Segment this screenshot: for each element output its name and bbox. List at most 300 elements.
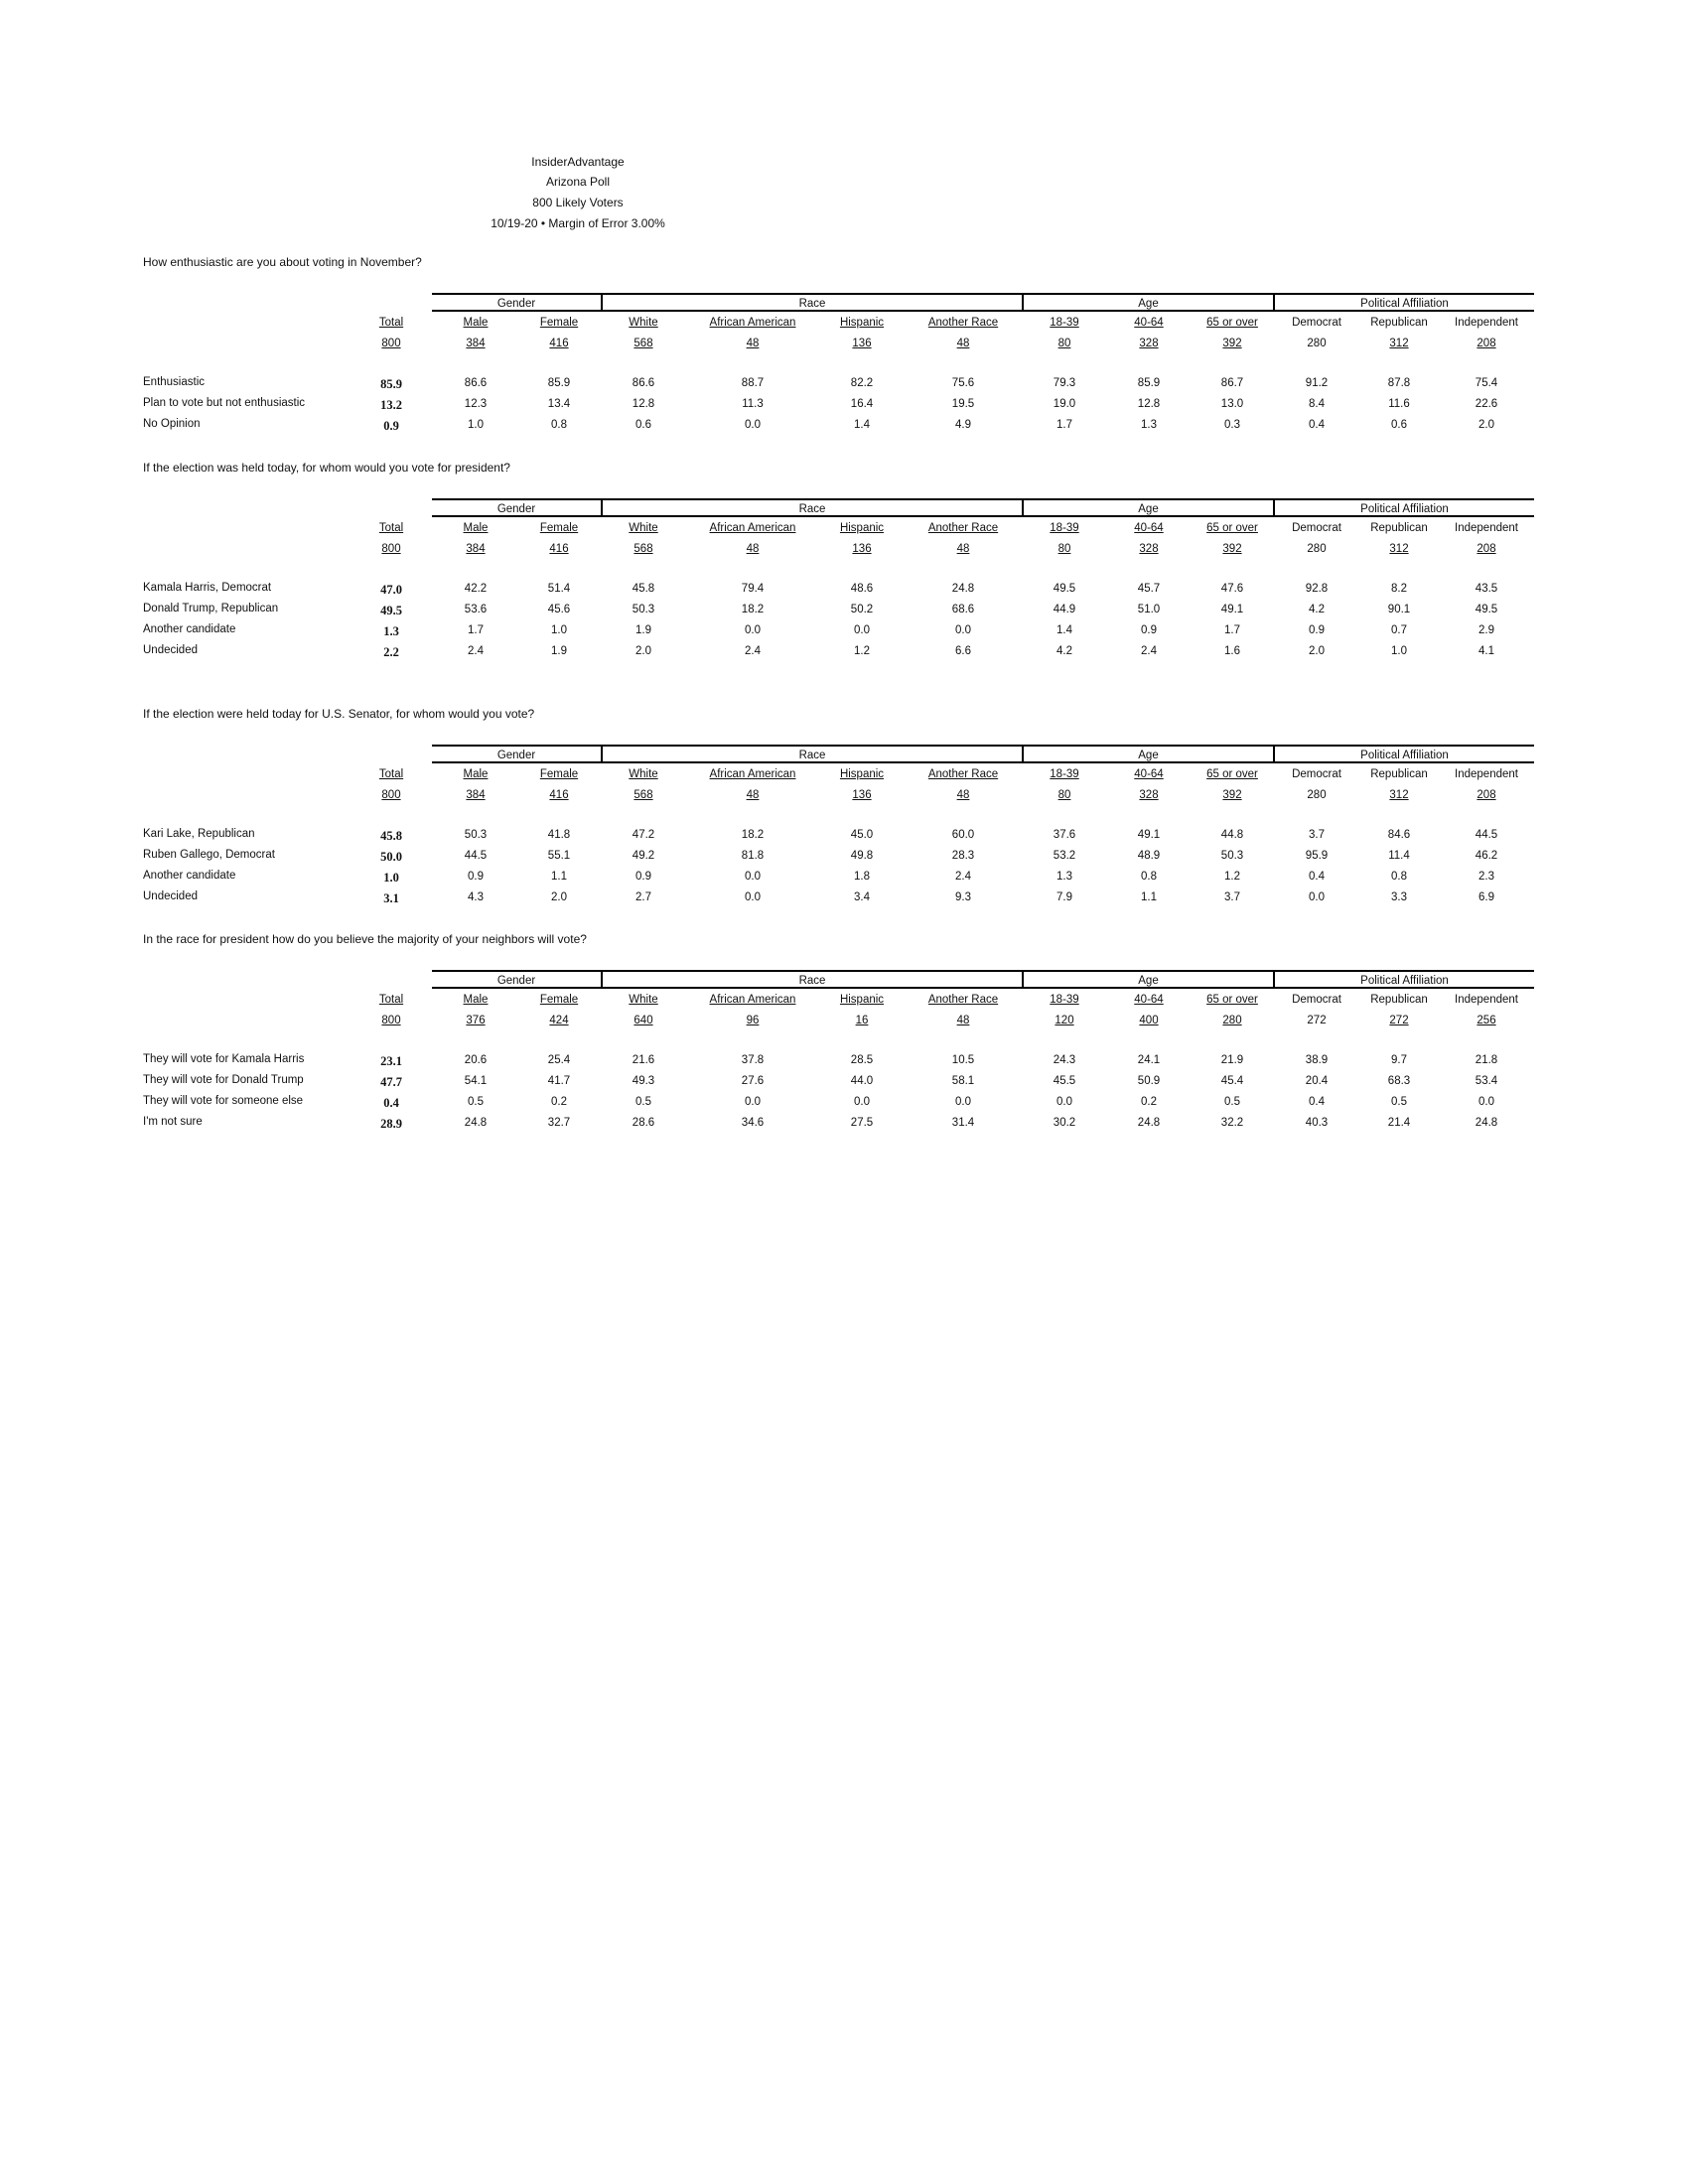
cell-value: 24.1 bbox=[1137, 1054, 1161, 1066]
cell-value: 0.9 bbox=[468, 871, 484, 883]
cell-value: 27.6 bbox=[741, 1075, 765, 1087]
cell-value: 81.8 bbox=[741, 850, 765, 862]
column-header-male: Male bbox=[463, 994, 489, 1006]
column-header-white: White bbox=[629, 768, 658, 780]
column-header-65-or-over: 65 or over bbox=[1206, 522, 1258, 534]
sample-size-republican: 312 bbox=[1389, 543, 1409, 555]
cell-value: 0.4 bbox=[1309, 871, 1325, 883]
cell-value: 0.8 bbox=[1391, 871, 1407, 883]
column-header-18-39: 18-39 bbox=[1050, 317, 1079, 329]
cell-value: 48.6 bbox=[850, 583, 874, 595]
sample-size-female: 416 bbox=[549, 543, 569, 555]
cell-value: 75.4 bbox=[1475, 377, 1498, 389]
cell-value: 3.7 bbox=[1224, 891, 1240, 903]
cell-value: 50.9 bbox=[1137, 1075, 1161, 1087]
cell-value: 24.8 bbox=[1475, 1117, 1498, 1129]
cell-value: 45.4 bbox=[1220, 1075, 1244, 1087]
sample-size-18-39: 120 bbox=[1055, 1015, 1074, 1026]
cell-value: 50.2 bbox=[850, 604, 874, 615]
column-header-40-64: 40-64 bbox=[1134, 768, 1164, 780]
cell-value: 50.3 bbox=[464, 829, 488, 841]
cell-value: 32.2 bbox=[1220, 1117, 1244, 1129]
cell-value: 1.0 bbox=[468, 419, 484, 431]
cell-value: 49.2 bbox=[632, 850, 655, 862]
cell-value: 11.3 bbox=[742, 398, 764, 410]
sample-size-democrat: 280 bbox=[1307, 789, 1327, 801]
column-header-another-race: Another Race bbox=[927, 994, 999, 1006]
column-header-african-american: African American bbox=[709, 768, 796, 780]
cell-value: 27.5 bbox=[850, 1117, 874, 1129]
cell-value: 0.6 bbox=[1391, 419, 1407, 431]
column-header-female: Female bbox=[539, 768, 579, 780]
row-label: Undecided bbox=[143, 890, 198, 902]
cell-value: 0.0 bbox=[745, 871, 761, 883]
cell-value: 1.6 bbox=[1224, 645, 1240, 657]
cell-value: 75.6 bbox=[951, 377, 975, 389]
cell-value: 19.5 bbox=[951, 398, 975, 410]
column-header-independent: Independent bbox=[1455, 768, 1518, 780]
cell-value: 0.7 bbox=[1391, 624, 1407, 636]
total-value: 85.9 bbox=[380, 377, 402, 391]
cell-value: 51.4 bbox=[547, 583, 571, 595]
cell-value: 50.3 bbox=[1220, 850, 1244, 862]
cell-value: 85.9 bbox=[1137, 377, 1161, 389]
cell-value: 2.0 bbox=[1478, 419, 1494, 431]
column-header-female: Female bbox=[539, 317, 579, 329]
question-text: How enthusiastic are you about voting in November? bbox=[143, 255, 422, 269]
column-header-total: Total bbox=[378, 317, 404, 329]
column-header-independent: Independent bbox=[1455, 317, 1518, 329]
cell-value: 3.4 bbox=[854, 891, 870, 903]
cell-value: 44.0 bbox=[850, 1075, 874, 1087]
total-value: 45.8 bbox=[380, 829, 402, 843]
group-header-race: Race bbox=[601, 970, 1022, 989]
column-header-white: White bbox=[629, 522, 658, 534]
cell-value: 37.8 bbox=[741, 1054, 765, 1066]
column-header-african-american: African American bbox=[709, 317, 796, 329]
sample-size-male: 384 bbox=[466, 338, 486, 349]
column-header-male: Male bbox=[463, 522, 489, 534]
cell-value: 79.4 bbox=[741, 583, 765, 595]
cell-value: 50.3 bbox=[632, 604, 655, 615]
sample-size-hispanic: 136 bbox=[852, 789, 872, 801]
cell-value: 44.5 bbox=[1475, 829, 1498, 841]
sample-size-40-64: 328 bbox=[1139, 789, 1159, 801]
column-header-40-64: 40-64 bbox=[1134, 994, 1164, 1006]
column-header-65-or-over: 65 or over bbox=[1206, 317, 1258, 329]
cell-value: 24.3 bbox=[1053, 1054, 1076, 1066]
cell-value: 0.0 bbox=[745, 891, 761, 903]
row-label: No Opinion bbox=[143, 418, 201, 430]
total-value: 0.4 bbox=[383, 1096, 399, 1110]
cell-value: 28.6 bbox=[632, 1117, 655, 1129]
group-header-race: Race bbox=[601, 293, 1022, 312]
cell-value: 45.7 bbox=[1137, 583, 1161, 595]
cell-value: 0.0 bbox=[955, 624, 971, 636]
cell-value: 86.6 bbox=[464, 377, 488, 389]
sample-size-male: 376 bbox=[466, 1015, 486, 1026]
sample-size-independent: 256 bbox=[1477, 1015, 1496, 1026]
cell-value: 4.9 bbox=[955, 419, 971, 431]
cell-value: 49.8 bbox=[850, 850, 874, 862]
cell-value: 41.7 bbox=[547, 1075, 571, 1087]
column-header-democrat: Democrat bbox=[1292, 768, 1341, 780]
column-header-white: White bbox=[629, 317, 658, 329]
group-header-race: Race bbox=[601, 745, 1022, 763]
cell-value: 87.8 bbox=[1387, 377, 1411, 389]
sample-size-independent: 208 bbox=[1477, 789, 1496, 801]
cell-value: 1.4 bbox=[854, 419, 870, 431]
sample-size-independent: 208 bbox=[1477, 338, 1496, 349]
sample-size-40-64: 328 bbox=[1139, 338, 1159, 349]
column-header-total: Total bbox=[378, 522, 404, 534]
cell-value: 53.2 bbox=[1053, 850, 1076, 862]
column-header-republican: Republican bbox=[1370, 768, 1428, 780]
poll-title: InsiderAdvantage bbox=[531, 155, 625, 169]
column-header-republican: Republican bbox=[1370, 317, 1428, 329]
cell-value: 24.8 bbox=[1137, 1117, 1161, 1129]
column-header-white: White bbox=[629, 994, 658, 1006]
cell-value: 49.5 bbox=[1053, 583, 1076, 595]
sample-size-65-or-over: 392 bbox=[1222, 543, 1242, 555]
row-label: I'm not sure bbox=[143, 1116, 203, 1128]
cell-value: 13.4 bbox=[547, 398, 571, 410]
total-value: 0.9 bbox=[383, 419, 399, 433]
group-header-age: Age bbox=[1022, 970, 1273, 989]
cell-value: 0.9 bbox=[1309, 624, 1325, 636]
question-text: If the election was held today, for whom would you vote for president? bbox=[143, 461, 510, 475]
column-header-democrat: Democrat bbox=[1292, 522, 1341, 534]
cell-value: 11.6 bbox=[1388, 398, 1410, 410]
cell-value: 44.9 bbox=[1053, 604, 1076, 615]
sample-size-african-american: 48 bbox=[746, 543, 760, 555]
cell-value: 0.9 bbox=[635, 871, 651, 883]
cell-value: 28.3 bbox=[951, 850, 975, 862]
cell-value: 85.9 bbox=[547, 377, 571, 389]
sample-size-white: 568 bbox=[633, 789, 653, 801]
cell-value: 18.2 bbox=[741, 829, 765, 841]
cell-value: 1.1 bbox=[551, 871, 567, 883]
sample-size-hispanic: 136 bbox=[852, 338, 872, 349]
cell-value: 92.8 bbox=[1305, 583, 1329, 595]
group-header-political-affiliation: Political Affiliation bbox=[1273, 498, 1534, 517]
row-label: Another candidate bbox=[143, 870, 236, 882]
cell-value: 1.3 bbox=[1056, 871, 1072, 883]
question-text: In the race for president how do you believe the majority of your neighbors will vote? bbox=[143, 932, 587, 946]
total-value: 3.1 bbox=[383, 891, 399, 905]
group-header-political-affiliation: Political Affiliation bbox=[1273, 293, 1534, 312]
cell-value: 38.9 bbox=[1305, 1054, 1329, 1066]
cell-value: 1.1 bbox=[1141, 891, 1157, 903]
cell-value: 44.5 bbox=[464, 850, 488, 862]
cell-value: 18.2 bbox=[741, 604, 765, 615]
cell-value: 68.3 bbox=[1387, 1075, 1411, 1087]
cell-value: 21.4 bbox=[1387, 1117, 1411, 1129]
cell-value: 3.3 bbox=[1391, 891, 1407, 903]
cell-value: 25.4 bbox=[547, 1054, 571, 1066]
row-label: Kari Lake, Republican bbox=[143, 828, 255, 840]
cell-value: 1.9 bbox=[551, 645, 567, 657]
column-header-18-39: 18-39 bbox=[1050, 522, 1079, 534]
cell-value: 13.0 bbox=[1220, 398, 1244, 410]
column-header-democrat: Democrat bbox=[1292, 994, 1341, 1006]
sample-size-total: 800 bbox=[381, 543, 401, 555]
cell-value: 4.2 bbox=[1309, 604, 1325, 615]
row-label: Another candidate bbox=[143, 623, 236, 635]
sample-size-african-american: 48 bbox=[746, 338, 760, 349]
row-label: They will vote for Donald Trump bbox=[143, 1074, 304, 1086]
cell-value: 0.8 bbox=[551, 419, 567, 431]
cell-value: 2.0 bbox=[551, 891, 567, 903]
cell-value: 37.6 bbox=[1053, 829, 1076, 841]
sample-size-total: 800 bbox=[381, 338, 401, 349]
sample-size-white: 568 bbox=[633, 338, 653, 349]
column-header-democrat: Democrat bbox=[1292, 317, 1341, 329]
cell-value: 4.2 bbox=[1056, 645, 1072, 657]
sample-size-65-or-over: 392 bbox=[1222, 789, 1242, 801]
sample-size-democrat: 280 bbox=[1307, 543, 1327, 555]
total-value: 13.2 bbox=[380, 398, 402, 412]
cell-value: 28.5 bbox=[850, 1054, 874, 1066]
question-text: If the election were held today for U.S. Senator, for whom would you vote? bbox=[143, 707, 535, 721]
cell-value: 12.3 bbox=[464, 398, 488, 410]
cell-value: 53.6 bbox=[464, 604, 488, 615]
cell-value: 90.1 bbox=[1387, 604, 1411, 615]
sample-size-40-64: 400 bbox=[1139, 1015, 1159, 1026]
cell-value: 1.4 bbox=[1056, 624, 1072, 636]
sample-size-total: 800 bbox=[381, 1015, 401, 1026]
cell-value: 0.0 bbox=[745, 1096, 761, 1108]
cell-value: 0.2 bbox=[551, 1096, 567, 1108]
cell-value: 11.4 bbox=[1388, 850, 1410, 862]
cell-value: 1.0 bbox=[1391, 645, 1407, 657]
sample-size-female: 416 bbox=[549, 338, 569, 349]
group-header-political-affiliation: Political Affiliation bbox=[1273, 745, 1534, 763]
poll-dates-margin: 10/19-20 • Margin of Error 3.00% bbox=[491, 216, 665, 230]
total-value: 1.0 bbox=[383, 871, 399, 885]
total-value: 2.2 bbox=[383, 645, 399, 659]
cell-value: 21.6 bbox=[632, 1054, 655, 1066]
cell-value: 3.7 bbox=[1309, 829, 1325, 841]
sample-size-male: 384 bbox=[466, 543, 486, 555]
cell-value: 49.1 bbox=[1137, 829, 1161, 841]
cell-value: 1.2 bbox=[854, 645, 870, 657]
cell-value: 45.5 bbox=[1053, 1075, 1076, 1087]
cell-value: 12.8 bbox=[1137, 398, 1161, 410]
cell-value: 0.4 bbox=[1309, 419, 1325, 431]
cell-value: 0.6 bbox=[635, 419, 651, 431]
cell-value: 0.3 bbox=[1224, 419, 1240, 431]
cell-value: 40.3 bbox=[1305, 1117, 1329, 1129]
row-label: Plan to vote but not enthusiastic bbox=[143, 397, 306, 409]
cell-value: 45.6 bbox=[547, 604, 571, 615]
cell-value: 45.8 bbox=[632, 583, 655, 595]
cell-value: 9.3 bbox=[955, 891, 971, 903]
column-header-another-race: Another Race bbox=[927, 317, 999, 329]
cell-value: 46.2 bbox=[1475, 850, 1498, 862]
cell-value: 1.9 bbox=[635, 624, 651, 636]
column-header-republican: Republican bbox=[1370, 994, 1428, 1006]
cell-value: 16.4 bbox=[850, 398, 874, 410]
cell-value: 49.3 bbox=[632, 1075, 655, 1087]
column-header-another-race: Another Race bbox=[927, 768, 999, 780]
cell-value: 47.6 bbox=[1220, 583, 1244, 595]
cell-value: 0.0 bbox=[854, 1096, 870, 1108]
cell-value: 0.4 bbox=[1309, 1096, 1325, 1108]
sample-size-65-or-over: 392 bbox=[1222, 338, 1242, 349]
column-header-hispanic: Hispanic bbox=[839, 522, 885, 534]
sample-size-white: 640 bbox=[633, 1015, 653, 1026]
cell-value: 34.6 bbox=[741, 1117, 765, 1129]
cell-value: 60.0 bbox=[951, 829, 975, 841]
row-label: Donald Trump, Republican bbox=[143, 603, 279, 614]
cell-value: 54.1 bbox=[464, 1075, 488, 1087]
group-header-gender: Gender bbox=[432, 970, 601, 989]
cell-value: 53.4 bbox=[1475, 1075, 1498, 1087]
cell-value: 43.5 bbox=[1475, 583, 1498, 595]
group-header-gender: Gender bbox=[432, 745, 601, 763]
column-header-hispanic: Hispanic bbox=[839, 317, 885, 329]
cell-value: 79.3 bbox=[1053, 377, 1076, 389]
cell-value: 95.9 bbox=[1305, 850, 1329, 862]
cell-value: 1.3 bbox=[1141, 419, 1157, 431]
sample-size-republican: 272 bbox=[1389, 1015, 1409, 1026]
cell-value: 8.2 bbox=[1391, 583, 1407, 595]
sample-size-male: 384 bbox=[466, 789, 486, 801]
cell-value: 6.6 bbox=[955, 645, 971, 657]
cell-value: 19.0 bbox=[1053, 398, 1076, 410]
column-header-40-64: 40-64 bbox=[1134, 522, 1164, 534]
row-label: Ruben Gallego, Democrat bbox=[143, 849, 275, 861]
cell-value: 47.2 bbox=[632, 829, 655, 841]
column-header-hispanic: Hispanic bbox=[839, 994, 885, 1006]
group-header-age: Age bbox=[1022, 498, 1273, 517]
sample-size-democrat: 272 bbox=[1307, 1015, 1327, 1026]
column-header-male: Male bbox=[463, 768, 489, 780]
group-header-age: Age bbox=[1022, 293, 1273, 312]
cell-value: 21.8 bbox=[1475, 1054, 1498, 1066]
sample-size-18-39: 80 bbox=[1057, 789, 1071, 801]
cell-value: 24.8 bbox=[464, 1117, 488, 1129]
row-label: Kamala Harris, Democrat bbox=[143, 582, 272, 594]
cell-value: 8.4 bbox=[1309, 398, 1325, 410]
cell-value: 51.0 bbox=[1137, 604, 1161, 615]
cell-value: 0.0 bbox=[1309, 891, 1325, 903]
group-header-age: Age bbox=[1022, 745, 1273, 763]
sample-size-another-race: 48 bbox=[956, 789, 970, 801]
total-value: 1.3 bbox=[383, 624, 399, 638]
group-header-gender: Gender bbox=[432, 498, 601, 517]
total-value: 50.0 bbox=[380, 850, 402, 864]
cell-value: 4.1 bbox=[1478, 645, 1494, 657]
total-value: 49.5 bbox=[380, 604, 402, 617]
column-header-65-or-over: 65 or over bbox=[1206, 768, 1258, 780]
column-header-total: Total bbox=[378, 768, 404, 780]
cell-value: 49.5 bbox=[1475, 604, 1498, 615]
cell-value: 10.5 bbox=[951, 1054, 975, 1066]
sample-size-65-or-over: 280 bbox=[1222, 1015, 1242, 1026]
cell-value: 30.2 bbox=[1053, 1117, 1076, 1129]
cell-value: 21.9 bbox=[1220, 1054, 1244, 1066]
cell-value: 0.0 bbox=[745, 419, 761, 431]
column-header-african-american: African American bbox=[709, 522, 796, 534]
cell-value: 31.4 bbox=[951, 1117, 975, 1129]
cell-value: 0.5 bbox=[468, 1096, 484, 1108]
cell-value: 48.9 bbox=[1137, 850, 1161, 862]
sample-size-40-64: 328 bbox=[1139, 543, 1159, 555]
column-header-independent: Independent bbox=[1455, 994, 1518, 1006]
cell-value: 55.1 bbox=[547, 850, 571, 862]
cell-value: 0.0 bbox=[745, 624, 761, 636]
column-header-total: Total bbox=[378, 994, 404, 1006]
row-label: Undecided bbox=[143, 644, 198, 656]
group-header-political-affiliation: Political Affiliation bbox=[1273, 970, 1534, 989]
column-header-18-39: 18-39 bbox=[1050, 994, 1079, 1006]
cell-value: 42.2 bbox=[464, 583, 488, 595]
cell-value: 1.7 bbox=[468, 624, 484, 636]
group-header-gender: Gender bbox=[432, 293, 601, 312]
sample-size-independent: 208 bbox=[1477, 543, 1496, 555]
cell-value: 1.8 bbox=[854, 871, 870, 883]
sample-size-republican: 312 bbox=[1389, 789, 1409, 801]
sample-size-female: 416 bbox=[549, 789, 569, 801]
column-header-african-american: African American bbox=[709, 994, 796, 1006]
cell-value: 0.2 bbox=[1141, 1096, 1157, 1108]
cell-value: 0.5 bbox=[1391, 1096, 1407, 1108]
total-value: 47.0 bbox=[380, 583, 402, 597]
column-header-female: Female bbox=[539, 994, 579, 1006]
sample-size-hispanic: 16 bbox=[855, 1015, 869, 1026]
cell-value: 1.7 bbox=[1224, 624, 1240, 636]
column-header-65-or-over: 65 or over bbox=[1206, 994, 1258, 1006]
cell-value: 86.7 bbox=[1220, 377, 1244, 389]
cell-value: 2.3 bbox=[1478, 871, 1494, 883]
cell-value: 2.0 bbox=[635, 645, 651, 657]
cell-value: 0.9 bbox=[1141, 624, 1157, 636]
cell-value: 9.7 bbox=[1391, 1054, 1407, 1066]
row-label: They will vote for Kamala Harris bbox=[143, 1053, 305, 1065]
sample-size-african-american: 96 bbox=[746, 1015, 760, 1026]
cell-value: 84.6 bbox=[1387, 829, 1411, 841]
cell-value: 0.0 bbox=[1478, 1096, 1494, 1108]
sample-size-18-39: 80 bbox=[1057, 543, 1071, 555]
cell-value: 44.8 bbox=[1220, 829, 1244, 841]
sample-size-african-american: 48 bbox=[746, 789, 760, 801]
cell-value: 22.6 bbox=[1475, 398, 1498, 410]
cell-value: 32.7 bbox=[547, 1117, 571, 1129]
cell-value: 2.4 bbox=[1141, 645, 1157, 657]
cell-value: 4.3 bbox=[468, 891, 484, 903]
sample-size-total: 800 bbox=[381, 789, 401, 801]
group-header-race: Race bbox=[601, 498, 1022, 517]
cell-value: 58.1 bbox=[951, 1075, 975, 1087]
cell-value: 7.9 bbox=[1056, 891, 1072, 903]
cell-value: 2.4 bbox=[745, 645, 761, 657]
total-value: 47.7 bbox=[380, 1075, 402, 1089]
cell-value: 0.8 bbox=[1141, 871, 1157, 883]
cell-value: 20.6 bbox=[464, 1054, 488, 1066]
row-label: Enthusiastic bbox=[143, 376, 206, 388]
cell-value: 0.0 bbox=[854, 624, 870, 636]
column-header-republican: Republican bbox=[1370, 522, 1428, 534]
column-header-another-race: Another Race bbox=[927, 522, 999, 534]
sample-size-hispanic: 136 bbox=[852, 543, 872, 555]
column-header-18-39: 18-39 bbox=[1050, 768, 1079, 780]
cell-value: 86.6 bbox=[632, 377, 655, 389]
cell-value: 45.0 bbox=[850, 829, 874, 841]
total-value: 28.9 bbox=[380, 1117, 402, 1131]
column-header-40-64: 40-64 bbox=[1134, 317, 1164, 329]
